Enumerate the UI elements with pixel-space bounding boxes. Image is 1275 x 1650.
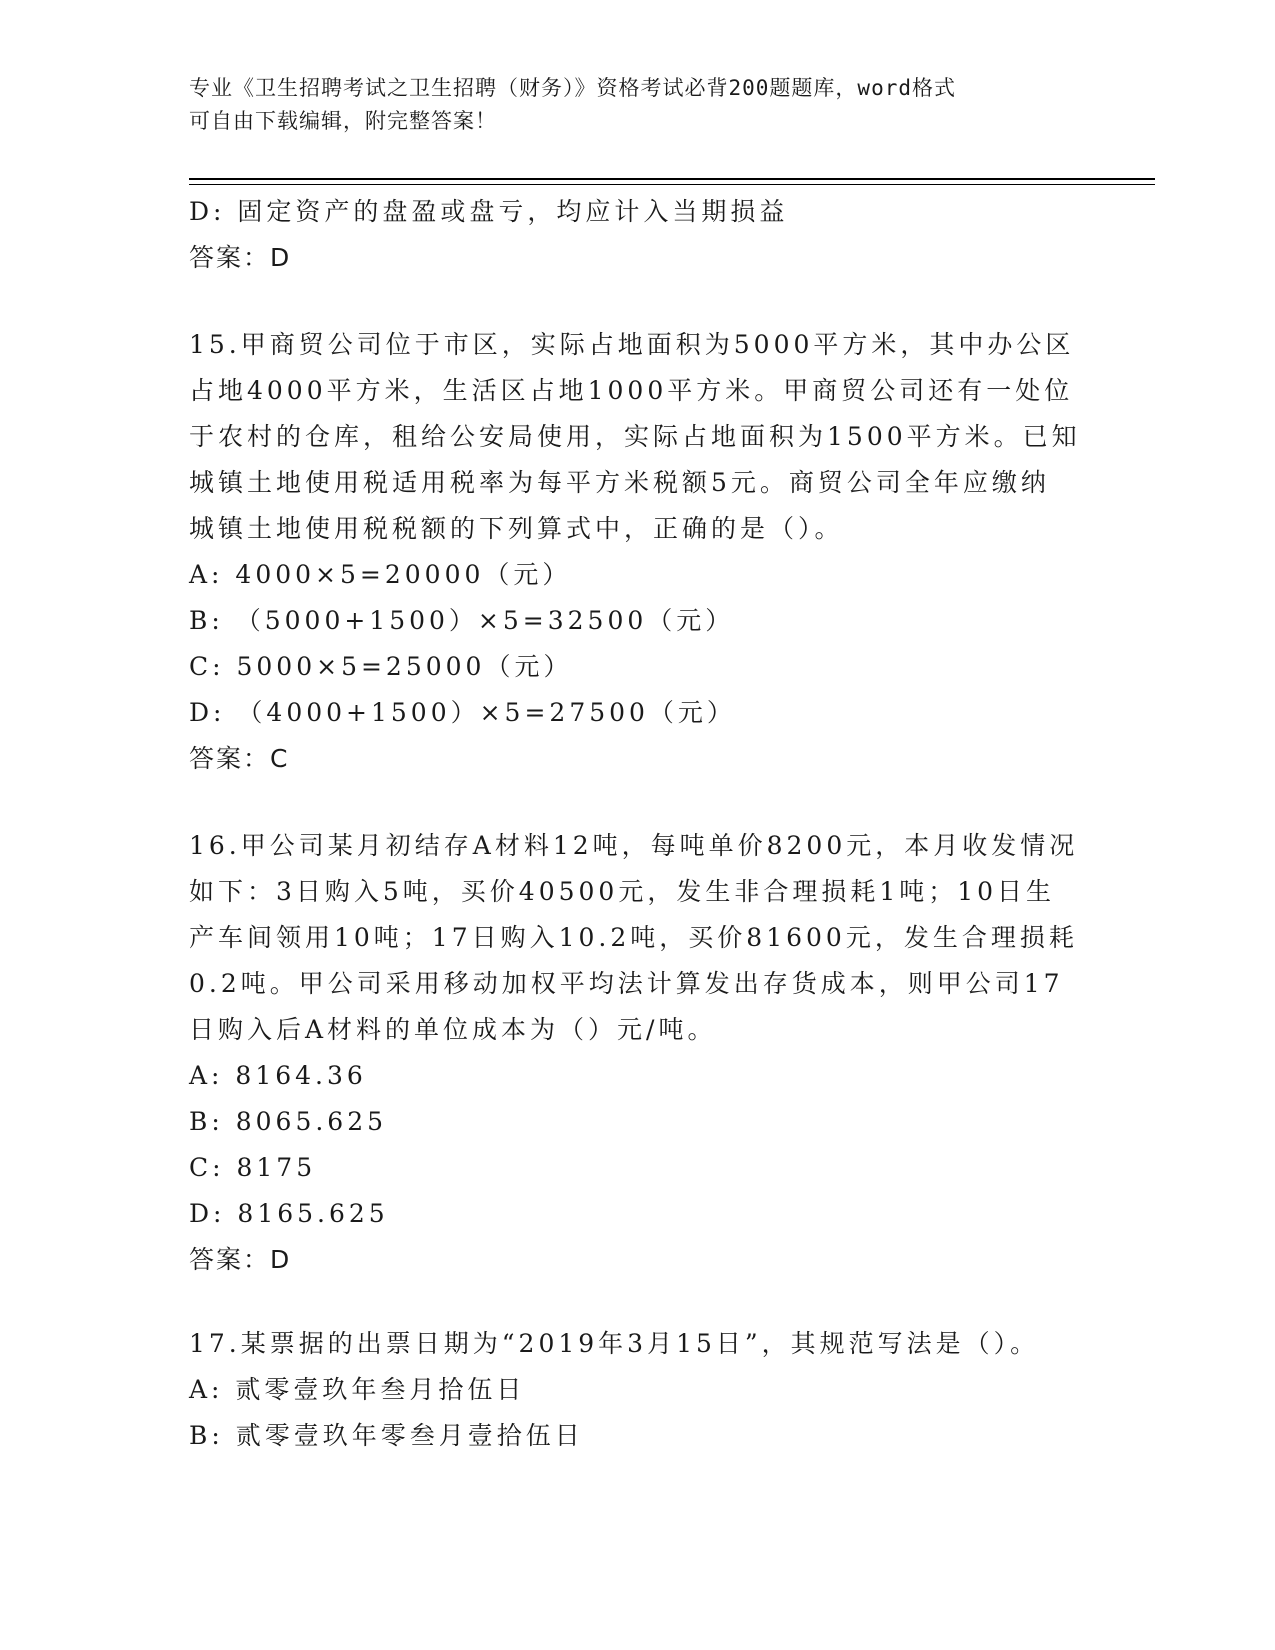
answer-line: 答案：D (189, 1245, 292, 1274)
option-a: A: 4000×5=20000（元） (189, 560, 572, 589)
spacer (189, 782, 1089, 823)
spacer (189, 1283, 1089, 1321)
option-b: B: （5000+1500）×5=32500（元） (189, 606, 735, 635)
option-d: D: （4000+1500）×5=27500（元） (189, 698, 736, 727)
header-rule-thick (189, 178, 1155, 180)
question-15 (189, 322, 1089, 782)
question-text-line: 产车间领用10吨；17日购入10.2吨，买价81600元，发生合理损耗 (189, 923, 1078, 952)
question-17 (189, 1321, 1089, 1459)
previous-question-tail (189, 189, 1089, 281)
question-text-line: 15.甲商贸公司位于市区，实际占地面积为5000平方米，其中办公区 (189, 330, 1075, 359)
option-b: B: 贰零壹玖年零叁月壹拾伍日 (189, 1421, 584, 1450)
question-text-line: 16.甲公司某月初结存A材料12吨，每吨单价8200元，本月收发情况 (189, 831, 1079, 860)
option-a: A: 贰零壹玖年叁月拾伍日 (189, 1375, 526, 1404)
question-text-line: 0.2吨。甲公司采用移动加权平均法计算发出存货成本，则甲公司17 (189, 969, 1064, 998)
question-text-line: 日购入后A材料的单位成本为（）元/吨。 (189, 1015, 717, 1044)
page-header (189, 72, 1089, 138)
question-16 (189, 823, 1089, 1283)
question-text-line: 17.某票据的出票日期为“2019年3月15日”，其规范写法是（）。 (189, 1329, 1040, 1358)
question-text-line: 于农村的仓库，租给公安局使用，实际占地面积为1500平方米。已知 (189, 422, 1081, 451)
option-a: A: 8164.36 (189, 1061, 367, 1090)
question-text-line: 占地4000平方米，生活区占地1000平方米。甲商贸公司还有一处位 (189, 376, 1074, 405)
spacer (189, 281, 1089, 322)
header-rule-thin (189, 184, 1155, 185)
option-d: D: 固定资产的盘盈或盘亏，均应计入当期损益 (189, 197, 789, 226)
question-text-line: 城镇土地使用税适用税率为每平方米税额5元。商贸公司全年应缴纳 (189, 468, 1050, 497)
option-b: B: 8065.625 (189, 1107, 388, 1136)
header-title-line-1: 专业《卫生招聘考试之卫生招聘（财务）》资格考试必背200题题库，word格式 (189, 76, 956, 100)
question-text-line: 如下：3日购入5吨，买价40500元，发生非合理损耗1吨；10日生 (189, 877, 1056, 906)
document-body (189, 189, 1089, 1459)
answer-line: 答案：C (189, 744, 290, 773)
header-title-line-2: 可自由下载编辑，附完整答案！ (189, 109, 497, 133)
answer-line: 答案：D (189, 243, 292, 272)
question-text-line: 城镇土地使用税税额的下列算式中，正确的是（）。 (189, 514, 844, 543)
option-c: C: 8175 (189, 1153, 317, 1182)
option-d: D: 8165.625 (189, 1199, 389, 1228)
option-c: C: 5000×5=25000（元） (189, 652, 573, 681)
